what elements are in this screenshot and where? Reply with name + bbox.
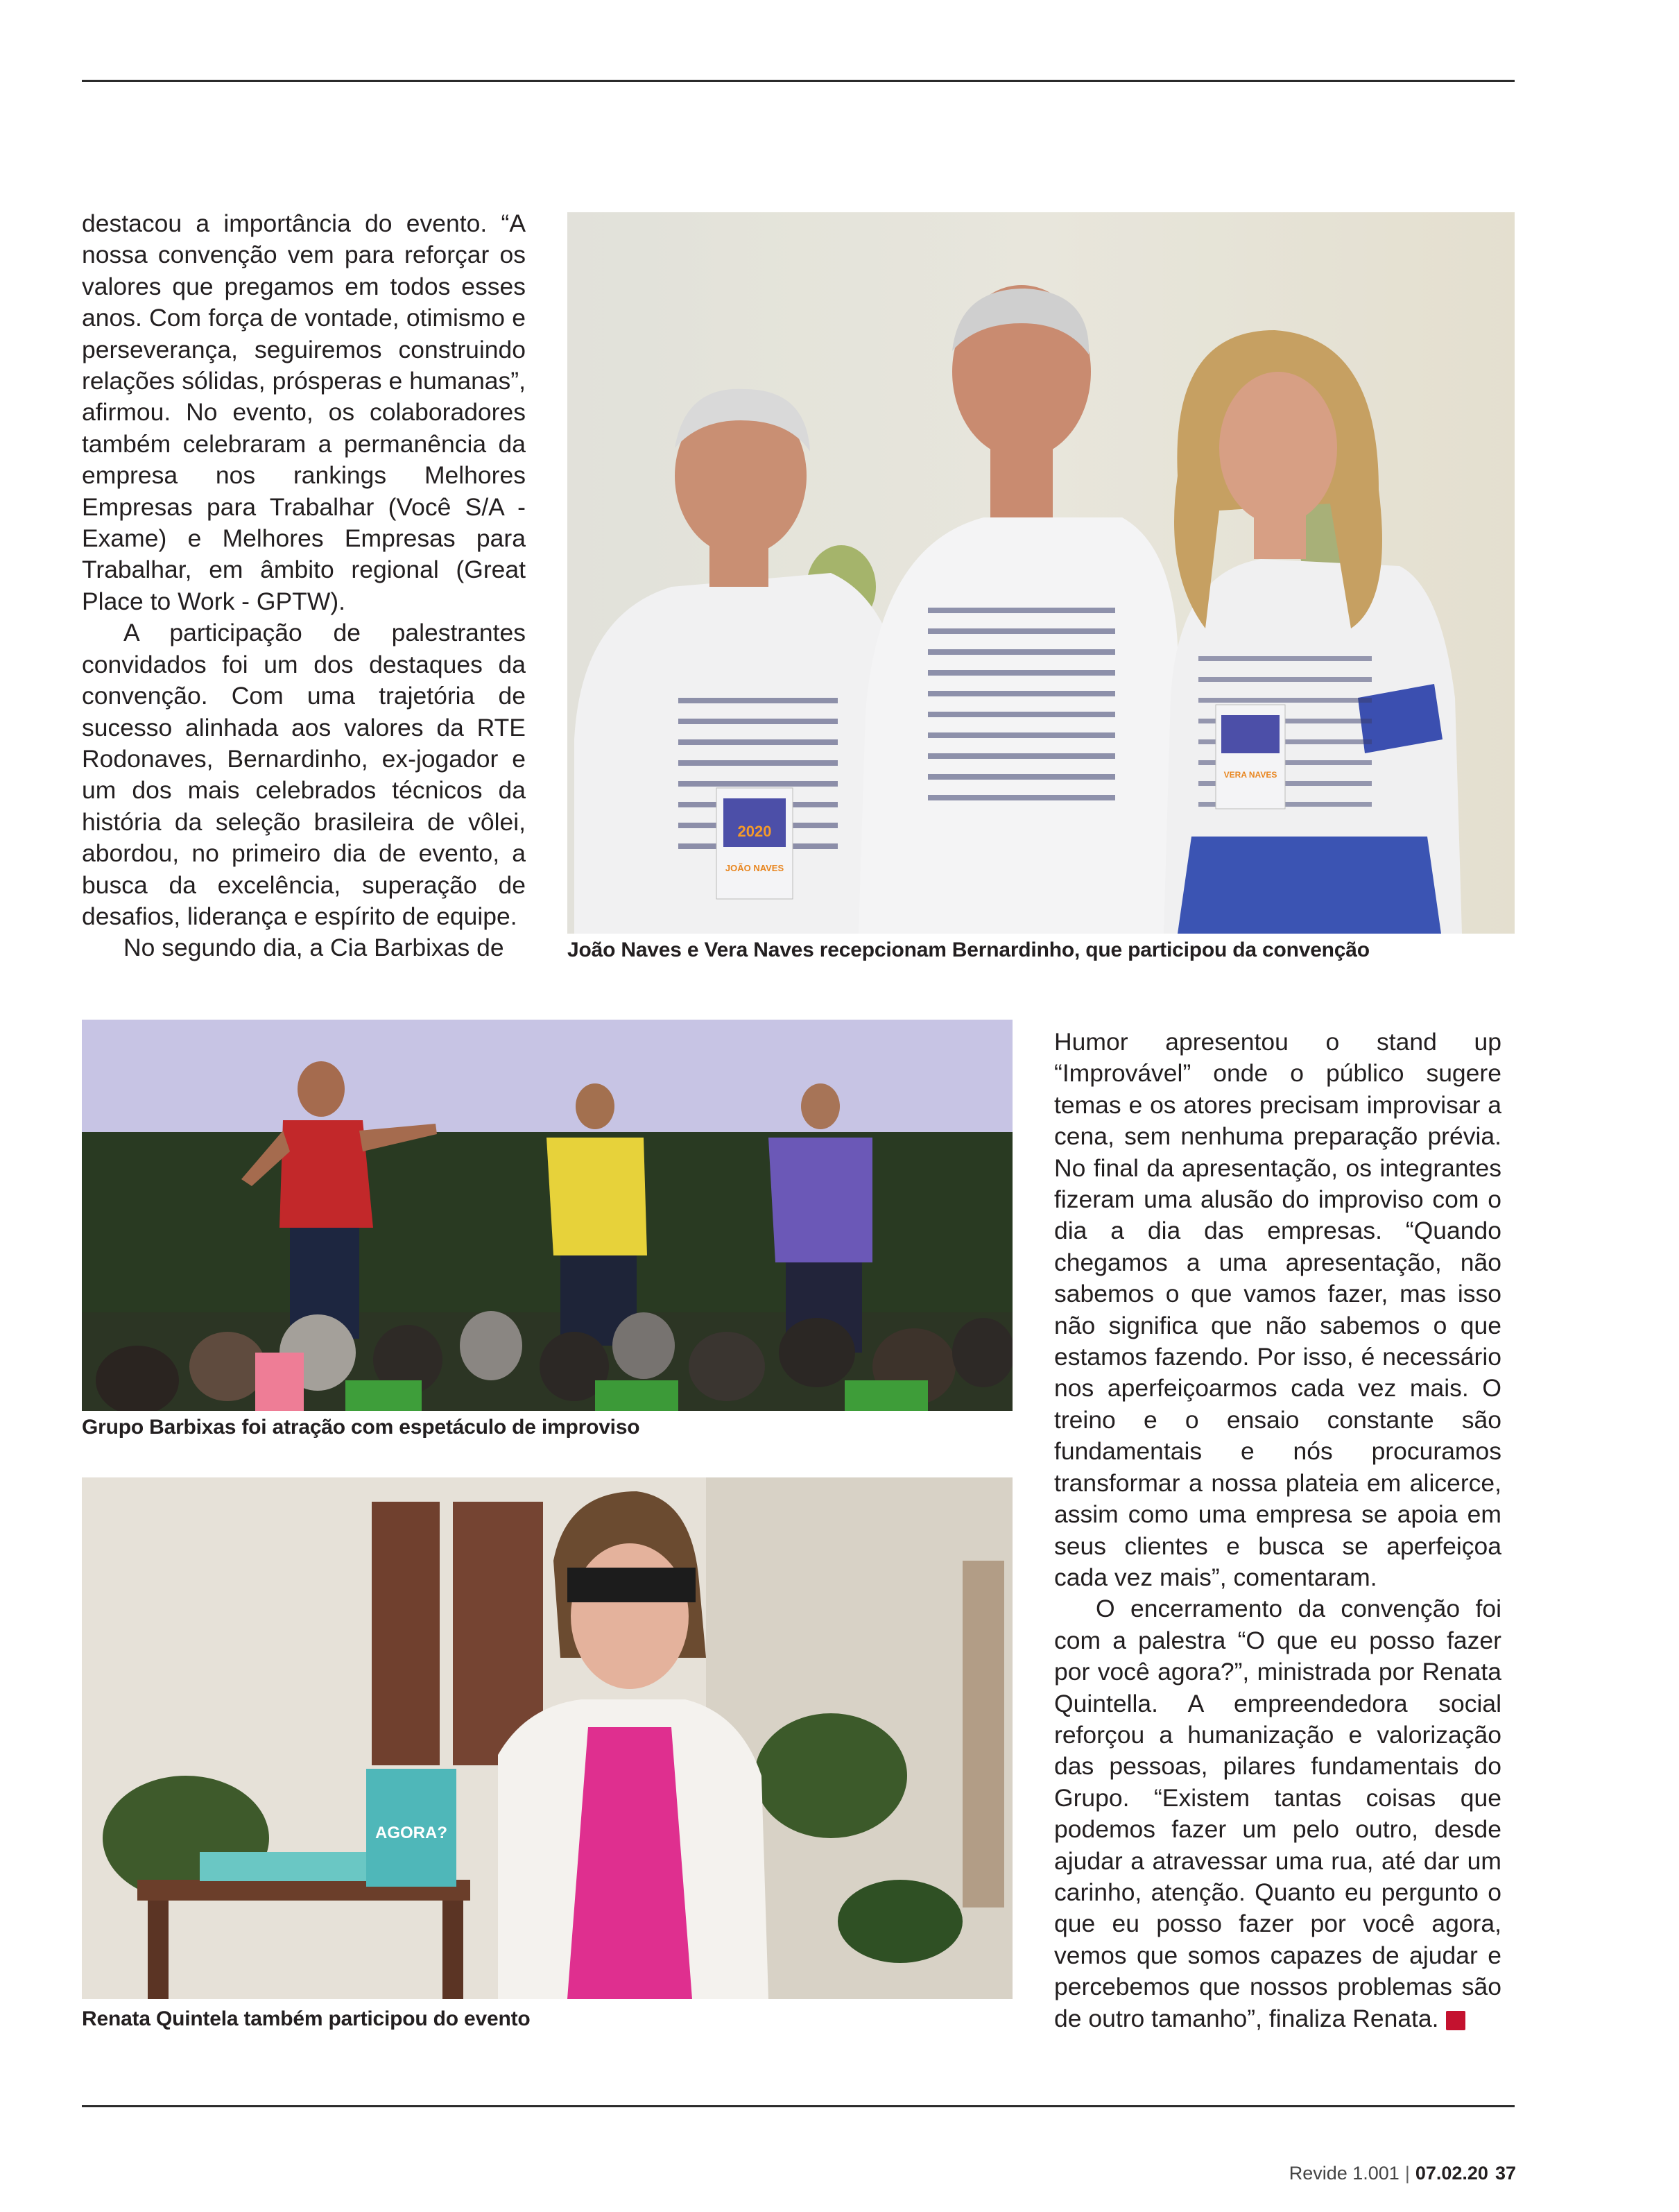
bottom-rule	[82, 2105, 1515, 2107]
caption-photo-1: João Naves e Vera Naves recepcionam Bernardinho, que participou da convenção	[567, 938, 1370, 961]
article-column-2	[1054, 1027, 1501, 2034]
top-rule	[82, 80, 1515, 82]
badge-year-left: 2020	[737, 823, 772, 840]
footer-separator: |	[1404, 2163, 1410, 2184]
page-footer	[1289, 2163, 1516, 2184]
article-column-1	[82, 208, 526, 964]
book-title: AGORA?	[375, 1824, 447, 1842]
caption-photo-3: Renata Quintela também participou do evento	[82, 2007, 531, 2030]
photo-renata-quintela	[82, 1477, 1013, 1999]
badge-name-left: JOÃO NAVES	[725, 863, 784, 873]
footer-date: 07.02.20	[1415, 2163, 1488, 2184]
footer-magazine: Revide 1.001	[1289, 2163, 1400, 2184]
badge-name-right: VERA NAVES	[1223, 770, 1277, 780]
paragraph: A participação de palestrantes convidados foi um dos destaques da convenção. Com uma trajetória de sucesso alinhada aos valores da RTE Rodonaves, Bernardinho, ex-jogador e um dos mais celebrados técnicos da história da seleção brasileira de vôlei, abordou, no primeiro dia de evento, a busca da excelência, superação de desafios, liderança e espírito de equipe.	[82, 619, 526, 930]
page-number: 37	[1495, 2163, 1516, 2184]
paragraph: O encerramento da convenção foi com a palestra “O que eu posso fazer por você agora?”, ministrada por Renata Quintella. A empreendedora social reforçou a humanização e valorização das pessoas, pilares fundamentais do Grupo. “Existem tantas coisas que podemos fazer um pelo outro, desde ajudar a atravessar uma rua, até dar um carinho, atenção. Quanto eu pergunto o que eu posso fazer por você agora, vemos que somos capazes de ajudar e percebemos que nossos problemas são de outro tamanho”, finaliza Renata. R	[1054, 1595, 1501, 2032]
paragraph: Humor apresentou o stand up “Improvável” onde o público sugere temas e os atores precisam improvisar a cena, sem nenhuma preparação prévia. No final da apresentação, os integrantes fizeram uma alusão do improviso com o dia a dia das empresas. “Quando chegamos a uma apresentação, não sabemos o que vamos fazer, mas isso não significa que não sabemos o que estamos fazendo. Por isso, é necessário nos aperfeiçoarmos cada vez mais. O treino e o ensaio constante são fundamentais e nós procuramos transformar a nossa plateia em alicerce, assim como uma empresa se apoia em seus clientes e busca se aperfeiçoa cada vez mais”, comentaram.	[1054, 1028, 1501, 1591]
caption-photo-2: Grupo Barbixas foi atração com espetáculo de improviso	[82, 1416, 640, 1439]
end-mark-icon: R	[1446, 2011, 1465, 2030]
paragraph: No segundo dia, a Cia Barbixas de	[123, 934, 504, 962]
photo-joao-vera-bernardinho	[567, 212, 1515, 934]
photo-barbixas-stage	[82, 1020, 1013, 1411]
paragraph: destacou a importância do evento. “A nossa convenção vem para reforçar os valores que pregamos em todos esses anos. Com força de vontade, otimismo e perseverança, seguiremos construindo relações sólidas, prósperas e humanas”, afirmou. No evento, os colaboradores também celebraram a permanência da empresa nos rankings Melhores Empresas para Trabalhar (Você S/A - Exame) e Melhores Empresas para Trabalhar, em âmbito regional (Great Place to Work - GPTW).	[82, 209, 526, 615]
